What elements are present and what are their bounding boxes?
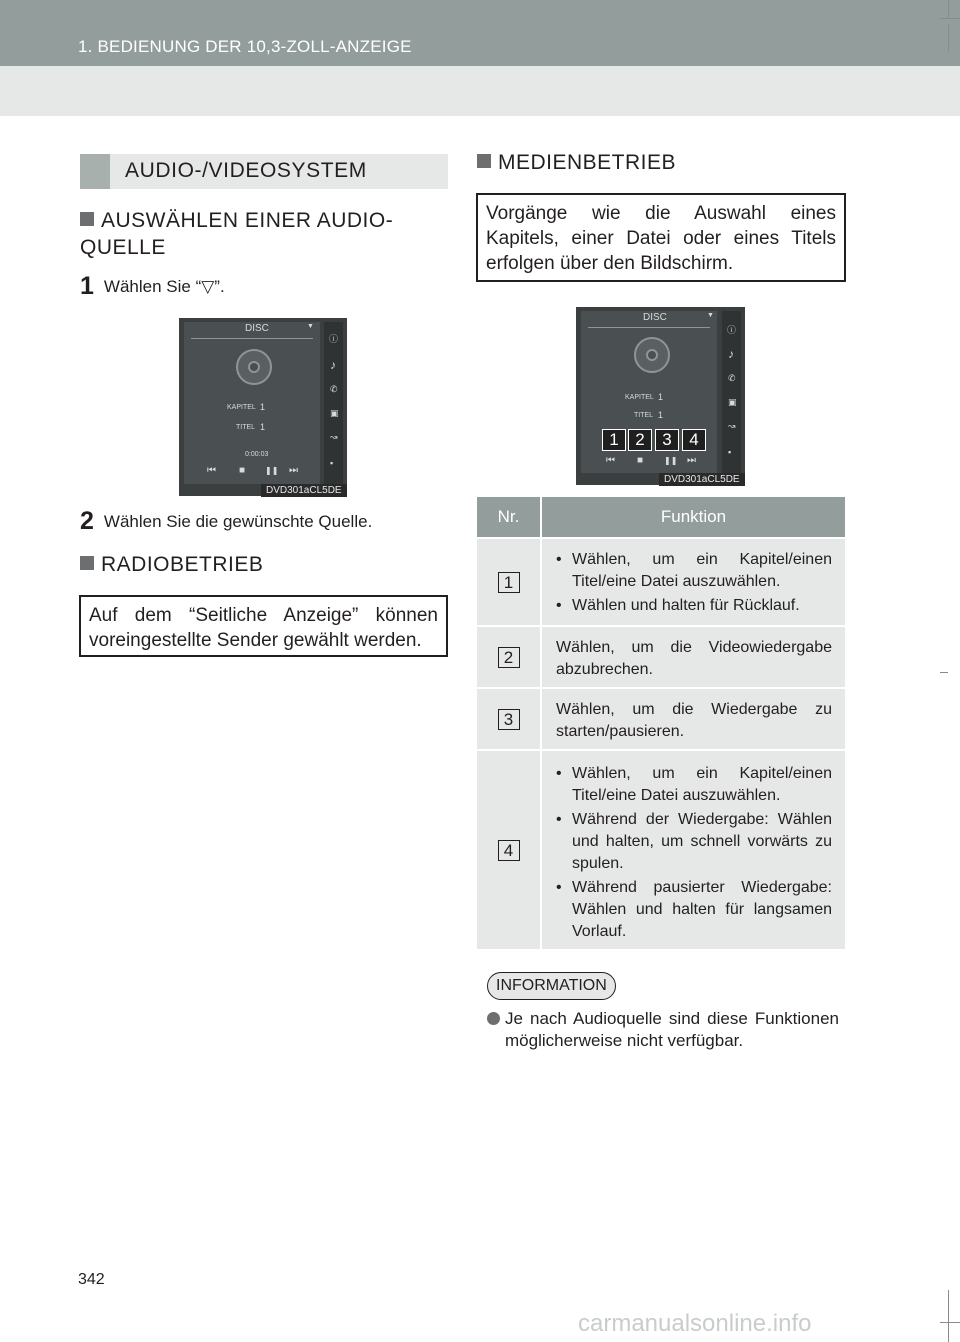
next-track-icon[interactable]: ⏭ [687, 455, 696, 466]
source-bar [191, 338, 313, 339]
image-code: DVD301aCL5DE [659, 473, 745, 486]
heading-square-icon [80, 556, 94, 570]
row-number: 2 [498, 647, 520, 668]
crop-mark [940, 1322, 960, 1323]
function-bullet: • Während pausierter Wiedergabe: Wählen und halten für langsamen Vorlauf. [556, 877, 832, 943]
table-row [477, 687, 845, 749]
kapitel-label: KAPITEL [227, 404, 256, 411]
row-number: 4 [498, 840, 520, 861]
titel-label: TITEL [236, 424, 256, 431]
step-1 [80, 272, 225, 301]
route-icon[interactable]: ↝ [330, 432, 338, 442]
callout-4: 4 [682, 429, 706, 451]
image-code: DVD301aCL5DE [261, 484, 347, 497]
display-icon[interactable]: ▪ [330, 458, 334, 468]
row-number-cell [477, 627, 540, 687]
pause-icon[interactable]: ❚❚ [664, 456, 678, 465]
banner-tab [80, 154, 110, 189]
media-info-box: Vorgänge wie die Auswahl eines Kapitels, einer Datei oder eines Titels erfolgen über den Bildschirm. [476, 193, 846, 282]
column-funktion: Funktion [540, 497, 845, 537]
next-track-icon[interactable]: ⏭ [289, 465, 298, 476]
row-function [540, 539, 845, 625]
source-label: DISC [643, 312, 667, 323]
side-icon-bar [324, 322, 343, 484]
audio-screen-disc [179, 318, 347, 496]
header-subband [0, 66, 960, 116]
table-header [477, 497, 845, 537]
image-icon[interactable]: ▣ [330, 408, 339, 418]
function-bullet: • Wählen und halten für Rücklauf. [556, 595, 832, 617]
information-body: Je nach Audioquelle sind diese Funktionen möglicherweise nicht verfügbar. [505, 1009, 839, 1050]
source-label: DISC [245, 323, 269, 334]
row-function [540, 627, 845, 687]
music-note-icon[interactable]: ♪ [728, 347, 734, 361]
heading-text: MEDIENBETRIEB [498, 151, 677, 174]
function-bullet: • Wählen, um ein Kapitel/einen Titel/eine Datei auszuwählen. [556, 549, 832, 593]
heading-square-icon [477, 154, 491, 168]
function-text: Wählen, um die Wiedergabe zu starten/pausieren. [556, 701, 832, 740]
row-number: 1 [498, 572, 520, 593]
chapter-title: 1. BEDIENUNG DER 10,3-ZOLL-ANZEIGE [78, 37, 412, 56]
image-icon[interactable]: ▣ [728, 397, 737, 407]
function-bullet: • Während der Wiedergabe: Wählen und halten, um schnell vorwärts zu spulen. [556, 809, 832, 875]
dropdown-arrow-icon: ▼ [307, 323, 314, 330]
table-row [477, 537, 845, 625]
stop-icon[interactable]: ■ [637, 455, 644, 466]
kapitel-label: KAPITEL [625, 394, 654, 401]
watermark: carmanualsonline.info [578, 1310, 812, 1337]
column-nr: Nr. [497, 507, 520, 526]
table-row [477, 749, 845, 949]
crop-mark [948, 0, 949, 18]
information-tag: INFORMATION [487, 972, 616, 1000]
titel-label: TITEL [634, 412, 654, 419]
function-text: Wählen, um die Videowiedergabe abzubrechen. [556, 639, 832, 678]
function-table [477, 497, 845, 949]
step-number: 1 [80, 272, 94, 300]
page-number: 342 [78, 1271, 105, 1288]
phone-icon[interactable]: ✆ [330, 384, 338, 394]
screen-main-area [184, 322, 320, 484]
function-bullet: • Wählen, um ein Kapitel/einen Titel/eine Datei auszuwählen. [556, 763, 832, 807]
prev-track-icon[interactable]: ⏮ [207, 465, 216, 476]
step-text: Wählen Sie “▽”. [103, 277, 225, 296]
bullet-dot-icon [487, 1012, 500, 1025]
disc-hub [248, 361, 260, 373]
row-number-cell [477, 751, 540, 949]
playback-time: 0:00:03 [245, 451, 269, 458]
heading-text: AUSWÄHLEN EINER AUDIO-QUELLE [80, 209, 394, 259]
step-text: Wählen Sie die gewünschte Quelle. [103, 512, 373, 531]
disc-hub [646, 349, 658, 361]
table-row [477, 625, 845, 687]
kapitel-value: 1 [658, 392, 664, 402]
heading-text: RADIOBETRIEB [101, 553, 264, 576]
music-note-icon[interactable]: ♪ [330, 358, 336, 372]
crop-mark [940, 672, 948, 673]
radio-info-box: Auf dem “Seitliche Anzeige” können voreingestellte Sender gewählt werden. [79, 595, 448, 657]
section-title: AUDIO-/VIDEOSYSTEM [125, 159, 367, 182]
display-icon[interactable]: ▪ [728, 447, 732, 457]
phone-icon[interactable]: ✆ [728, 373, 736, 383]
prev-track-icon[interactable]: ⏮ [606, 455, 615, 466]
stop-icon[interactable]: ■ [239, 465, 246, 476]
info-icon[interactable]: ⓘ [727, 325, 737, 335]
callout-3: 3 [655, 429, 679, 451]
crop-mark [940, 18, 960, 19]
titel-value: 1 [658, 410, 664, 420]
callout-1: 1 [602, 429, 626, 451]
information-text [487, 1008, 839, 1052]
step-2 [80, 507, 372, 536]
callout-2: 2 [628, 429, 652, 451]
heading-select-source [80, 207, 448, 261]
heading-square-icon [80, 212, 94, 226]
row-number: 3 [498, 709, 520, 730]
pause-icon[interactable]: ❚❚ [265, 466, 279, 475]
info-icon[interactable]: ⓘ [329, 334, 339, 344]
heading-media [477, 149, 676, 176]
titel-value: 1 [260, 422, 266, 432]
row-number-cell [477, 689, 540, 749]
dropdown-arrow-icon: ▼ [707, 312, 714, 319]
row-function [540, 689, 845, 749]
crop-mark [948, 1290, 949, 1342]
row-number-cell [477, 539, 540, 625]
heading-radio [80, 551, 263, 578]
section-banner [80, 154, 448, 189]
step-number: 2 [80, 507, 94, 535]
source-bar [588, 327, 710, 328]
kapitel-value: 1 [260, 402, 266, 412]
route-icon[interactable]: ↝ [728, 421, 736, 431]
row-function [540, 751, 845, 949]
crop-mark [948, 24, 949, 52]
media-screen-disc [576, 307, 745, 485]
